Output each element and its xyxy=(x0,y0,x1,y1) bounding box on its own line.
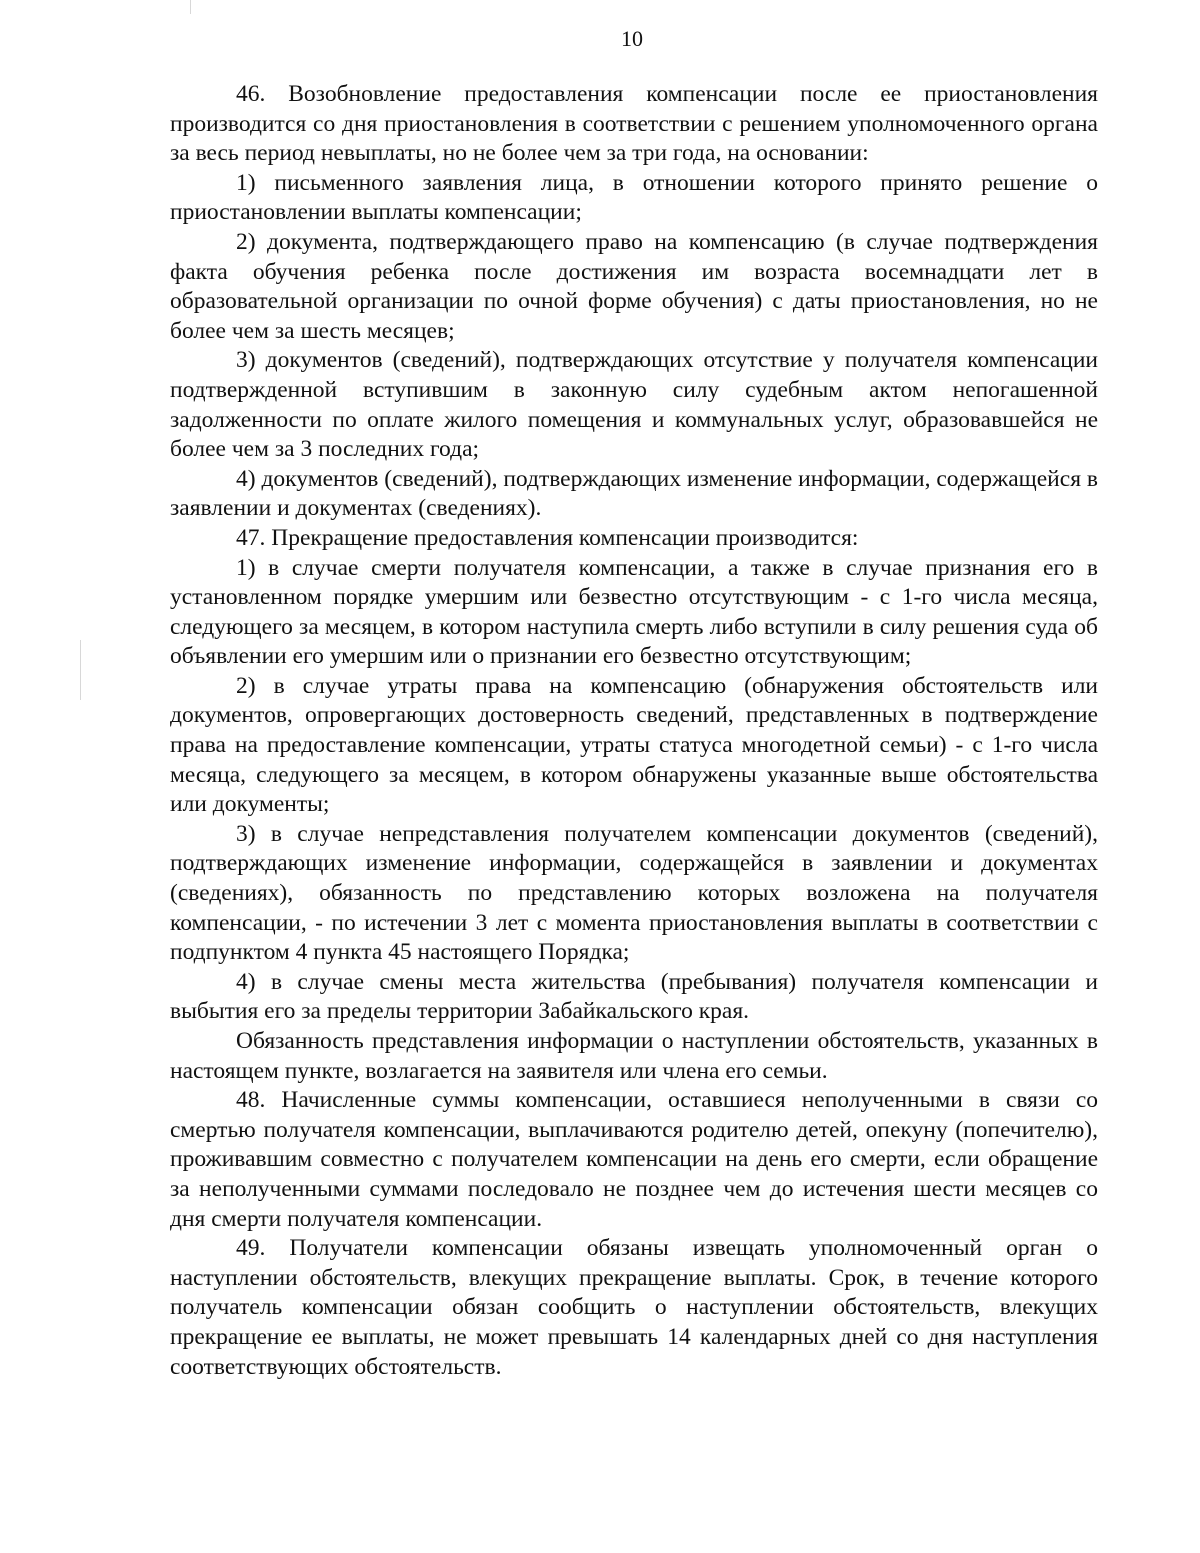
paragraph-46-item-3: 3) документов (сведений), подтверждающих отсутствие у получателя компенсации подтвержденной вступившим в законную силу судебным актом непогашенной задолженности по оплате жилого помещения и коммунальных услуг, образовавшейся не более чем за 3 последних года; xyxy=(170,347,1098,463)
scan-artifact-line xyxy=(190,0,191,14)
paragraph-48: 48. Начисленные суммы компенсации, оставшиеся неполученными в связи со смертью получателя компенсации, выплачиваются родителю детей, опекуну (попечителю), проживавшим совместно с получателем компенсации на день его смерти, если обращение за неполученными суммами последовало не позднее чем до истечения шести месяцев со дня смерти получателя компенсации. xyxy=(170,1087,1098,1232)
paragraph-46-item-1: 1) письменного заявления лица, в отношении которого принято решение о приостановлении выплаты компенсации; xyxy=(170,169,1098,226)
paragraph-47-item-1: 1) в случае смерти получателя компенсации, а также в случае признания его в установленном порядке умершим или безвестно отсутствующим - с 1-го числа месяца, следующего за месяцем, в котором наступила смерть либо вступили в силу решения суда об объявлении его умершим или о признании его безвестно отсутствующим; xyxy=(170,554,1098,670)
paragraph-49: 49. Получатели компенсации обязаны извещать уполномоченный орган о наступлении обстоятельств, влекущих прекращение выплаты. Срок, в течение которого получатель компенсации обязан сообщить о наступлении обстоятельств, влекущих прекращение ее выплаты, не может превышать 14 календарных дней со дня наступления соответствующих обстоятельств. xyxy=(170,1235,1098,1380)
paragraph-47-item-4: 4) в случае смены места жительства (пребывания) получателя компенсации и выбытия его за пределы территории Забайкальского края. xyxy=(170,968,1098,1025)
paragraph-46-item-4: 4) документов (сведений), подтверждающих изменение информации, содержащейся в заявлении и документах (сведениях). xyxy=(170,465,1098,522)
document-body xyxy=(170,80,1098,1382)
page-number: 10 xyxy=(621,26,643,51)
paragraph-46: 46. Возобновление предоставления компенсации после ее приостановления производится со дня приостановления в соответствии с решением уполномоченного органа за весь период невыплаты, но не более чем за три года, на основании: xyxy=(170,81,1098,167)
paragraph-47-duty: Обязанность представления информации о наступлении обстоятельств, указанных в настоящем пункте, возлагается на заявителя или члена его семьи. xyxy=(170,1028,1098,1084)
paragraph-47-item-3: 3) в случае непредставления получателем компенсации документов (сведений), подтверждающих изменение информации, содержащейся в заявлении и документах (сведениях), обязанность по представлению которых возложена на получателя компенсации, - по истечении 3 лет с момента приостановления выплаты в соответствии с подпунктом 4 пункта 45 настоящего Порядка; xyxy=(170,820,1098,966)
paragraph-46-item-2: 2) документа, подтверждающего право на компенсацию (в случае подтверждения факта обучения ребенка после достижения им возраста восемнадцати лет в образовательной организации по очной форме обучения) с даты приостановления, но не более чем за шесть месяцев; xyxy=(170,228,1098,344)
paragraph-47-item-2: 2) в случае утраты права на компенсацию (обнаружения обстоятельств или документов, опровергающих достоверность сведений, представленных в подтверждение права на предоставление компенсации, утраты статуса многодетной семьи) - с 1-го числа месяца, следующего за месяцем, в котором обнаружены указанные выше обстоятельства или документы; xyxy=(170,672,1098,818)
paragraph-47: 47. Прекращение предоставления компенсации производится: xyxy=(236,524,859,551)
scan-artifact-line xyxy=(80,640,81,700)
